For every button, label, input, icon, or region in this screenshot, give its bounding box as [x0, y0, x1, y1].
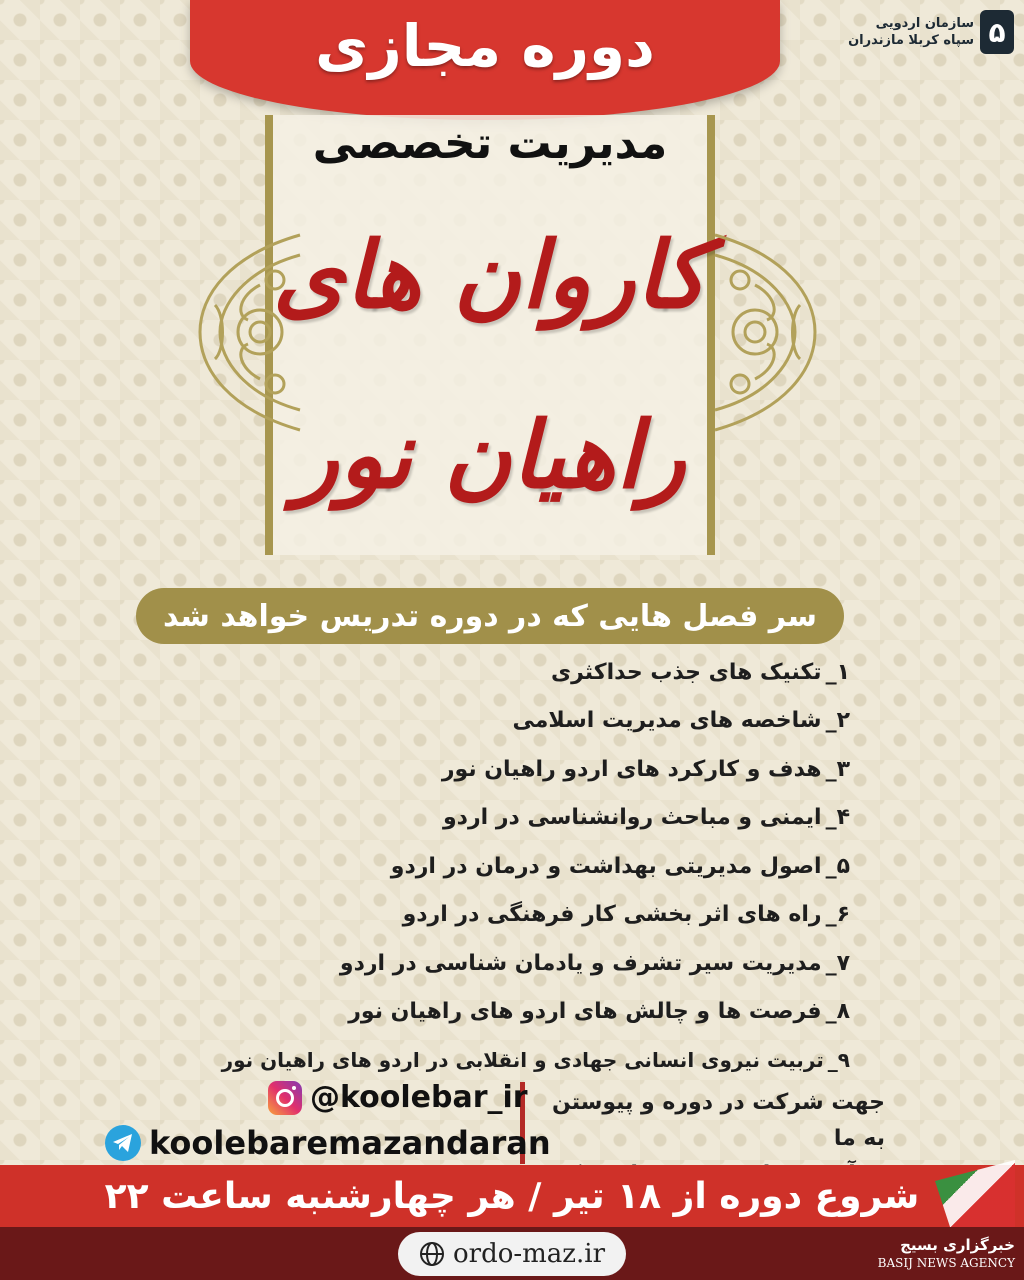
topic-number: ۲_ — [825, 708, 850, 734]
topic-text: ایمنی و مباحث روانشناسی در اردو — [443, 805, 822, 831]
agency-name-en: BASIJ NEWS AGENCY — [877, 1256, 1015, 1270]
topic-number: ۹_ — [827, 1048, 850, 1073]
list-item — [150, 745, 850, 794]
list-item — [150, 842, 850, 891]
contact-line1: جهت شرکت در دوره و پیوستن به ما — [551, 1090, 885, 1151]
website-url: ordo-maz.ir — [452, 1239, 606, 1269]
instagram-icon — [268, 1081, 302, 1115]
org-logo — [834, 8, 1014, 56]
topics-list — [150, 648, 850, 1085]
poster-title-line1: کاروان های — [272, 221, 708, 329]
org-name — [848, 15, 974, 49]
topic-text: تربیت نیروی انسانی جهادی و انقلابی در اردو های راهیان نور — [221, 1048, 824, 1073]
topic-text: مدیریت سیر تشرف و یادمان شناسی در اردو — [339, 950, 822, 976]
topic-number: ۵_ — [825, 853, 850, 879]
arabesque-ornament-right-icon — [710, 225, 825, 440]
agency-name-fa: خبرگزاری بسیج — [900, 1236, 1015, 1254]
list-item — [150, 794, 850, 843]
topic-text: راه های اثر بخشی کار فرهنگی در اردو — [402, 902, 822, 928]
topics-heading-pill — [136, 588, 844, 644]
telegram-icon — [105, 1125, 141, 1161]
poster-subtitle: مدیریت تخصصی — [312, 118, 668, 169]
list-item — [150, 1036, 850, 1085]
top-banner-title-box — [262, 0, 708, 92]
topic-number: ۷_ — [825, 950, 850, 976]
topic-text: فرصت ها و چالش های اردو های راهیان نور — [348, 999, 822, 1025]
list-item — [150, 648, 850, 697]
topic-text: شاخصه های مدیریت اسلامی — [512, 708, 822, 734]
topic-number: ۶_ — [825, 902, 850, 928]
banner-title: دوره مجازی — [315, 12, 655, 80]
list-item — [150, 697, 850, 746]
news-agency-logo — [850, 1236, 1015, 1272]
topic-number: ۳_ — [825, 756, 850, 782]
website-link[interactable] — [398, 1232, 626, 1276]
org-name-line2: سپاه کربلا مازندران — [848, 33, 974, 48]
list-item — [150, 939, 850, 988]
instagram-handle[interactable] — [268, 1080, 528, 1115]
topic-number: ۴_ — [825, 805, 850, 831]
list-item — [150, 988, 850, 1037]
telegram-handle[interactable] — [105, 1124, 551, 1162]
arabesque-ornament-left-icon — [190, 225, 305, 440]
topics-heading: سر فصل هایی که در دوره تدریس خواهد شد — [163, 598, 817, 634]
poster-title-line2: راهیان نور — [294, 401, 686, 509]
schedule-bar — [0, 1165, 1024, 1227]
org-name-line1: سازمان اردویی — [875, 16, 974, 31]
globe-icon — [419, 1241, 445, 1267]
topic-number: ۱_ — [825, 659, 850, 685]
topic-number: ۸_ — [825, 999, 850, 1025]
instagram-handle-text: @koolebar_ir — [310, 1080, 528, 1115]
topic-text: تکنیک های جذب حداکثری — [550, 659, 822, 685]
list-item — [150, 891, 850, 940]
org-emblem-icon: ۵ — [980, 10, 1014, 54]
telegram-handle-text: koolebaremazandaran — [149, 1124, 551, 1162]
topic-text: هدف و کارکرد های اردو راهیان نور — [441, 756, 822, 782]
schedule-text: شروع دوره از ۱۸ تیر / هر چهارشنبه ساعت ۲۲ — [104, 1175, 920, 1217]
topic-text: اصول مدیریتی بهداشت و درمان در اردو — [390, 853, 822, 879]
